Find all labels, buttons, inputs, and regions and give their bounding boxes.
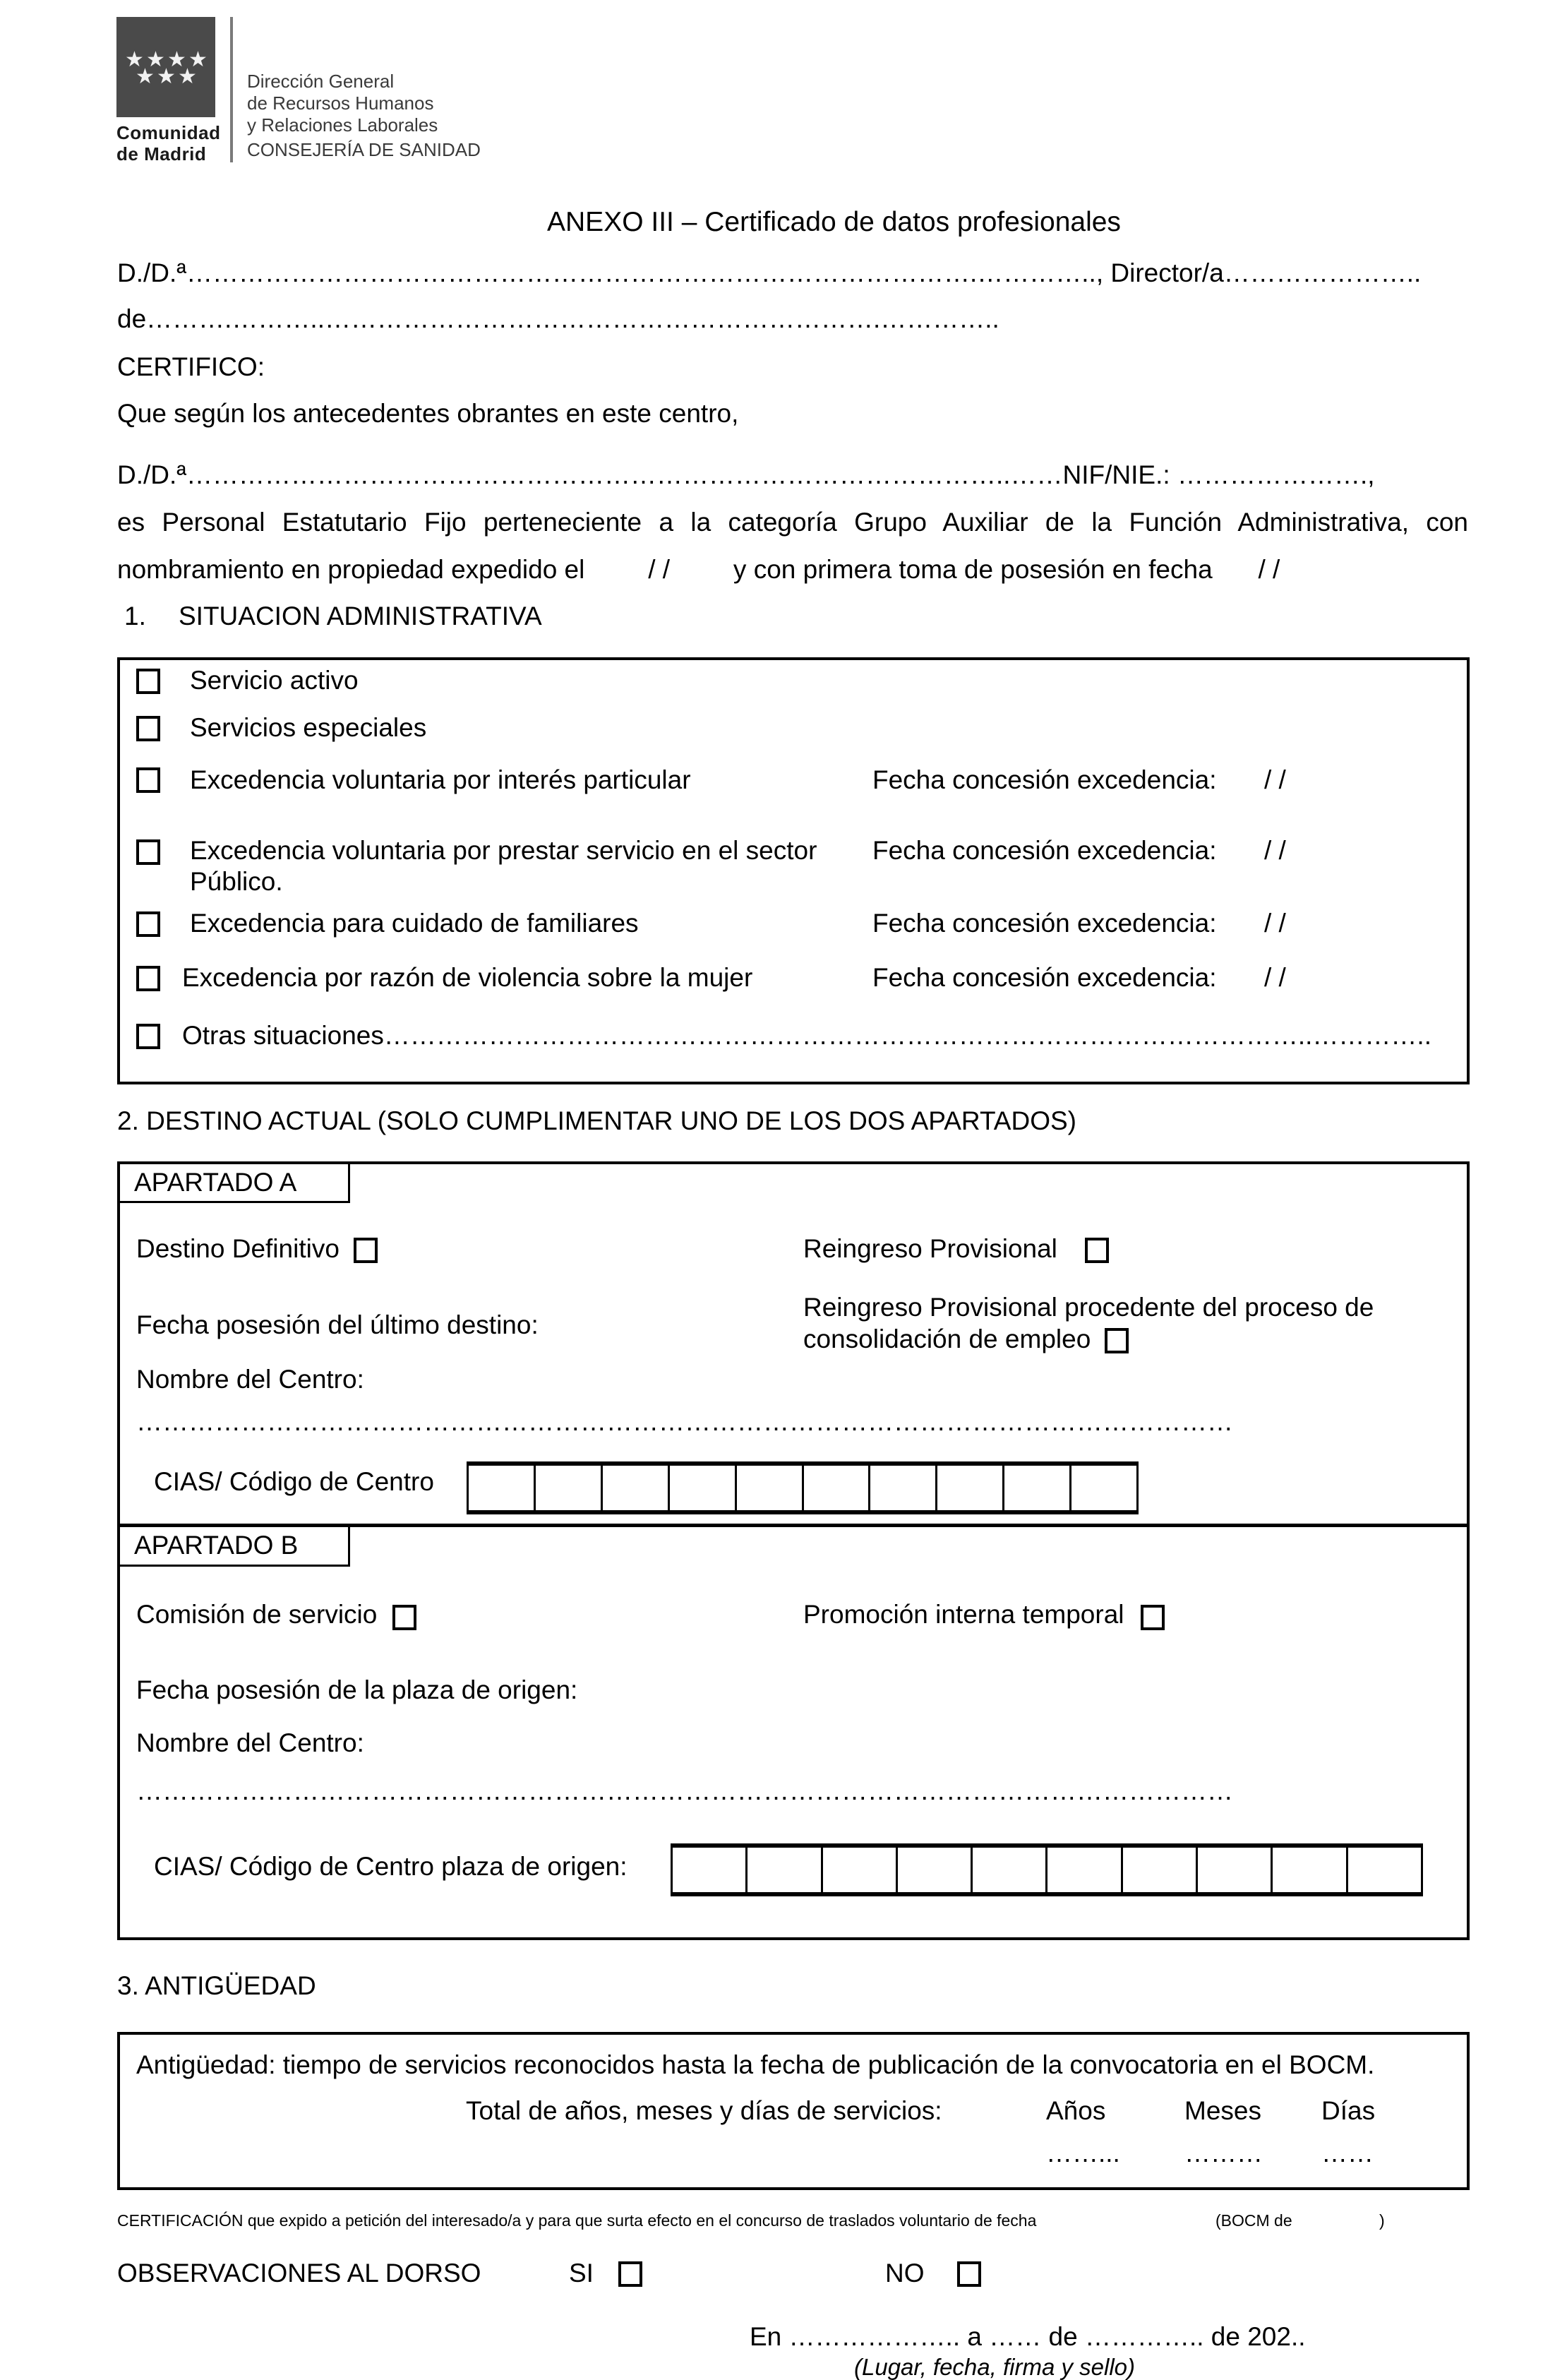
dept-line-2: de Recursos Humanos xyxy=(247,92,434,114)
label-otras-situaciones: Otras situaciones xyxy=(182,1021,384,1050)
checkbox-reingreso-provisional[interactable] xyxy=(1085,1238,1109,1263)
certificacion-body: que expido a petición del interesado/a y para que surta efecto en el concurso de traslados voluntario de fecha xyxy=(243,2211,1037,2230)
page-title: ANEXO III – Certificado de datos profesionales xyxy=(547,207,1121,237)
checkbox-servicio-activo[interactable] xyxy=(136,669,160,694)
label-excedencia-interes: Excedencia voluntaria por interés particular xyxy=(190,765,691,794)
star-icon: ★ xyxy=(136,65,155,88)
checkbox-excedencia-violencia[interactable] xyxy=(136,966,160,991)
anios-field[interactable]: ……... xyxy=(1046,2139,1120,2167)
dept-line-1: Dirección General xyxy=(247,71,395,92)
person-line xyxy=(117,461,1375,489)
meses-label: Meses xyxy=(1184,2096,1261,2125)
cias-a-cell[interactable] xyxy=(670,1466,737,1510)
logo-org-line1: Comunidad xyxy=(116,122,221,143)
dept-line-3: y Relaciones Laborales xyxy=(247,114,438,136)
comision-servicio-label: Comisión de servicio xyxy=(136,1600,378,1629)
director-field[interactable]: ………………….. xyxy=(1223,258,1422,287)
fecha-posesion-ultimo-destino-label: Fecha posesión del último destino: xyxy=(136,1310,539,1339)
certifico-label: CERTIFICO: xyxy=(117,352,265,381)
possession-date-field[interactable]: / / xyxy=(1258,555,1280,584)
observaciones-label: OBSERVACIONES AL DORSO xyxy=(117,2259,481,2288)
cias-b-cell[interactable] xyxy=(1348,1848,1421,1892)
place-date-line[interactable]: En ……………….. a …… de ………….. de 202.. xyxy=(750,2322,1306,2351)
nombre-centro-b-label: Nombre del Centro: xyxy=(136,1728,364,1757)
star-icon: ★ xyxy=(178,65,197,88)
section1-heading-number: 1. xyxy=(124,602,146,630)
checkbox-otras-situaciones[interactable] xyxy=(136,1024,160,1049)
date-field-excedencia-familiares[interactable]: / / xyxy=(1264,909,1286,938)
checkbox-comision-servicio[interactable] xyxy=(392,1605,416,1630)
appointment-line xyxy=(117,556,1468,584)
checkbox-servicios-especiales[interactable] xyxy=(136,716,160,741)
cias-b-grid[interactable] xyxy=(671,1843,1423,1896)
cias-b-cell[interactable] xyxy=(898,1848,973,1892)
section1-heading: SITUACION ADMINISTRATIVA xyxy=(179,602,542,630)
label-excedencia-violencia: Excedencia por razón de violencia sobre la mujer xyxy=(182,963,753,992)
nombre-centro-a-field[interactable]: ……………………………………………………………………………………………………………… xyxy=(136,1407,1233,1436)
section2-heading: 2. DESTINO ACTUAL (SOLO CUMPLIMENTAR UNO DE LOS DOS APARTADOS) xyxy=(117,1106,1076,1135)
cias-b-cell[interactable] xyxy=(1273,1848,1347,1892)
checkbox-observaciones-no[interactable] xyxy=(957,2261,981,2287)
date-label-excedencia-interes: Fecha concesión excedencia: xyxy=(872,765,1217,794)
director-prefix: D./D.ª xyxy=(117,258,186,287)
date-field-excedencia-sector-publico[interactable]: / / xyxy=(1264,836,1286,865)
cias-b-cell[interactable] xyxy=(973,1848,1047,1892)
dias-field[interactable]: …… xyxy=(1321,2139,1374,2167)
label-servicio-activo: Servicio activo xyxy=(190,666,359,695)
appointment-text-a: nombramiento en propiedad expedido el xyxy=(117,555,585,584)
star-icon: ★ xyxy=(125,48,144,71)
cias-a-cell[interactable] xyxy=(870,1466,937,1510)
nombre-centro-b-field[interactable]: ……………………………………………………………………………………………………………… xyxy=(136,1776,1233,1805)
destino-definitivo-label: Destino Definitivo xyxy=(136,1234,340,1263)
bocm-open: (BOCM de xyxy=(1215,2211,1292,2230)
otras-situaciones-field[interactable]: ……………………………………………………………………………………………..………….. xyxy=(383,1021,1431,1050)
label-servicios-especiales: Servicios especiales xyxy=(190,713,427,742)
person-name-field[interactable]: …………………………………………………………………………………..…… xyxy=(186,460,1063,489)
cias-b-cell[interactable] xyxy=(823,1848,898,1892)
dias-label: Días xyxy=(1321,2096,1376,2125)
cias-a-cell[interactable] xyxy=(469,1466,536,1510)
meses-field[interactable]: ……… xyxy=(1184,2139,1263,2167)
label-excedencia-sector-publico-line2: Público. xyxy=(190,867,283,896)
cias-a-cell[interactable] xyxy=(804,1466,871,1510)
signature-caption: (Lugar, fecha, firma y sello) xyxy=(854,2354,1135,2380)
certificacion-caps: CERTIFICACIÓN xyxy=(117,2211,244,2230)
total-servicios-label: Total de años, meses y días de servicios: xyxy=(466,2096,942,2125)
cias-b-cell[interactable] xyxy=(673,1848,748,1892)
apartado-a-label: APARTADO A xyxy=(120,1164,350,1203)
cias-b-cell[interactable] xyxy=(1198,1848,1273,1892)
cias-a-grid[interactable] xyxy=(467,1461,1139,1514)
cias-b-cell[interactable] xyxy=(748,1848,822,1892)
date-label-excedencia-violencia: Fecha concesión excedencia: xyxy=(872,963,1217,992)
logo-square xyxy=(116,17,215,117)
que-segun-text: Que según los antecedentes obrantes en este centro, xyxy=(117,399,739,428)
anios-label: Años xyxy=(1046,2096,1106,2125)
nif-label: NIF/NIE.: xyxy=(1062,460,1170,489)
cias-a-cell[interactable] xyxy=(1004,1466,1071,1510)
star-icon: ★ xyxy=(146,48,165,71)
cias-a-label: CIAS/ Código de Centro xyxy=(154,1467,434,1496)
antiguedad-box xyxy=(117,2032,1470,2190)
otras-situaciones-line xyxy=(182,1022,1431,1050)
cias-a-cell[interactable] xyxy=(603,1466,670,1510)
cias-b-label: CIAS/ Código de Centro plaza de origen: xyxy=(154,1852,628,1881)
cias-b-cell[interactable] xyxy=(1047,1848,1122,1892)
bocm-close: ) xyxy=(1379,2211,1385,2230)
checkbox-reingreso-consolidacion[interactable] xyxy=(1105,1328,1129,1353)
appointment-date-field[interactable]: / / xyxy=(648,555,671,584)
checkbox-excedencia-familiares[interactable] xyxy=(136,911,160,937)
fecha-posesion-plaza-origen-label: Fecha posesión de la plaza de origen: xyxy=(136,1675,578,1704)
checkbox-excedencia-interes[interactable] xyxy=(136,767,160,793)
promocion-interna-label: Promoción interna temporal xyxy=(803,1600,1124,1629)
nif-field[interactable]: …………………., xyxy=(1177,460,1375,489)
star-icon: ★ xyxy=(157,65,176,88)
checkbox-destino-definitivo[interactable] xyxy=(354,1238,378,1263)
nombre-centro-a-label: Nombre del Centro: xyxy=(136,1365,364,1394)
label-excedencia-familiares: Excedencia para cuidado de familiares xyxy=(190,909,639,938)
destino-box xyxy=(117,1161,1470,1940)
section3-heading: 3. ANTIGÜEDAD xyxy=(117,1971,316,2000)
reingreso-consolidacion-label-line2: consolidación de empleo xyxy=(803,1324,1091,1353)
dept-line-4: CONSEJERÍA DE SANIDAD xyxy=(247,139,481,160)
date-field-excedencia-interes[interactable]: / / xyxy=(1264,765,1286,794)
no-label: NO xyxy=(885,2259,925,2288)
label-excedencia-sector-publico: Excedencia voluntaria por prestar servicio en el sector xyxy=(190,836,817,865)
cias-a-cell[interactable] xyxy=(1071,1466,1136,1510)
si-label: SI xyxy=(569,2259,594,2288)
center-line[interactable] xyxy=(117,305,999,333)
cias-a-cell[interactable] xyxy=(937,1466,1004,1510)
cias-a-cell[interactable] xyxy=(737,1466,804,1510)
cias-a-cell[interactable] xyxy=(536,1466,603,1510)
apartado-b-label: APARTADO B xyxy=(120,1527,350,1567)
date-label-excedencia-sector-publico: Fecha concesión excedencia: xyxy=(872,836,1217,865)
checkbox-observaciones-si[interactable] xyxy=(618,2261,642,2287)
director-label: Director/a xyxy=(1110,258,1224,287)
logo-divider xyxy=(230,17,233,162)
logo-org-line2: de Madrid xyxy=(116,143,207,165)
star-icon: ★ xyxy=(188,48,208,71)
director-line xyxy=(117,259,1421,287)
reingreso-consolidacion-label-line1: Reingreso Provisional procedente del proceso de xyxy=(803,1293,1374,1322)
center-field[interactable]: de……….………..……………………………………………………….………….. xyxy=(117,304,999,333)
reingreso-provisional-label: Reingreso Provisional xyxy=(803,1234,1057,1263)
date-label-excedencia-familiares: Fecha concesión excedencia: xyxy=(872,909,1217,938)
director-name-field[interactable]: ……………………………………………………………………………….………….., xyxy=(186,258,1104,287)
certificacion-text xyxy=(117,2211,1036,2230)
antiguedad-description: Antigüedad: tiempo de servicios reconocidos hasta la fecha de publicación de la convocatoria en el BOCM. xyxy=(136,2050,1375,2079)
appointment-text-b: y con primera toma de posesión en fecha xyxy=(733,555,1213,584)
category-text: es Personal Estatutario Fijo perteneciente a la categoría Grupo Auxiliar de la Función Administrativa, con xyxy=(117,508,1468,537)
cias-b-cell[interactable] xyxy=(1123,1848,1198,1892)
situacion-box xyxy=(117,657,1470,1084)
checkbox-excedencia-sector-publico[interactable] xyxy=(136,839,160,865)
date-field-excedencia-violencia[interactable]: / / xyxy=(1264,963,1286,992)
person-prefix: D./D.ª xyxy=(117,460,186,489)
checkbox-promocion-interna[interactable] xyxy=(1141,1605,1165,1630)
star-icon: ★ xyxy=(167,48,186,71)
